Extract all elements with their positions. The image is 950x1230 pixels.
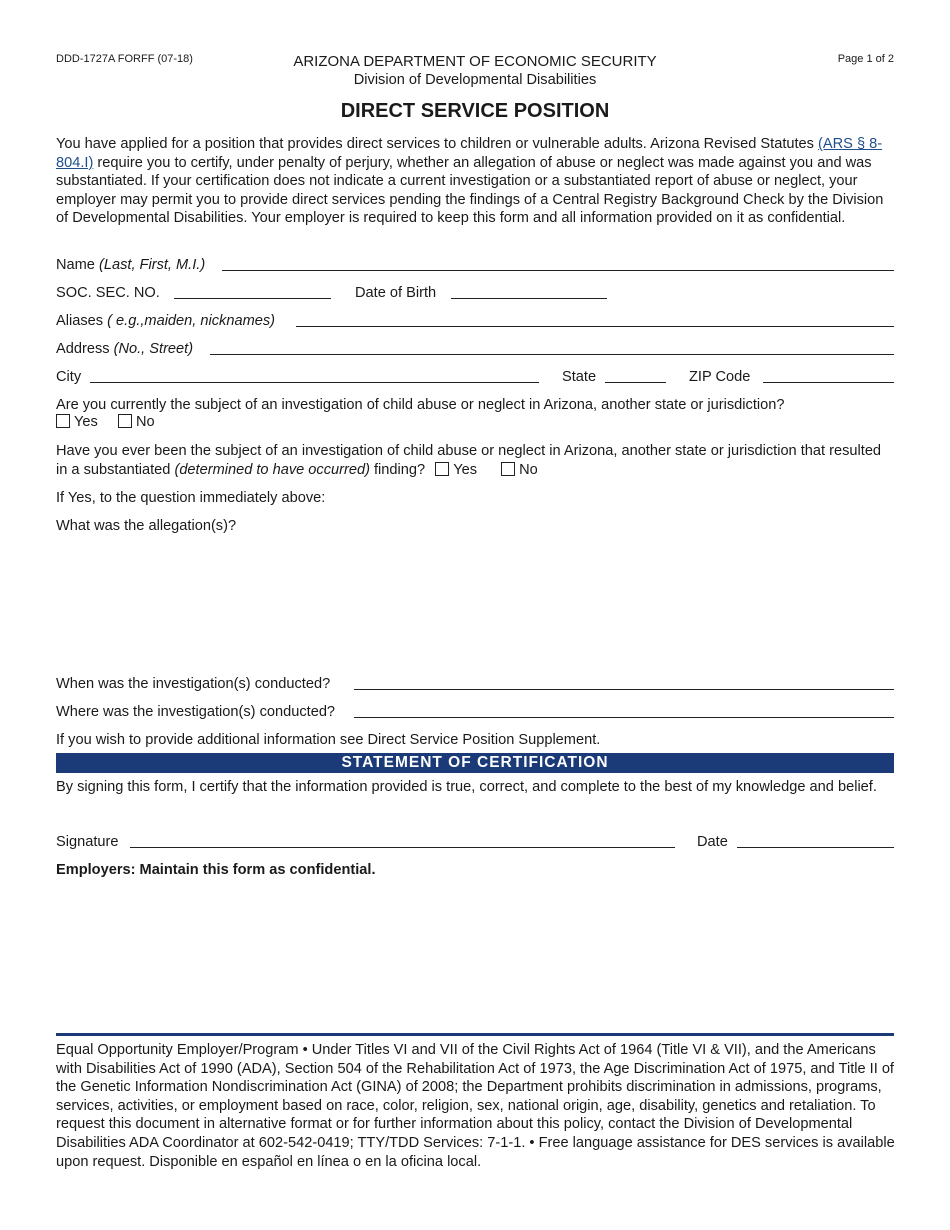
date-label: Date <box>697 834 728 850</box>
state-field[interactable] <box>605 382 666 383</box>
employer-note: Employers: Maintain this form as confidential. <box>56 862 376 878</box>
dob-field[interactable] <box>451 298 607 299</box>
address-field[interactable] <box>210 354 894 355</box>
aliases-field[interactable] <box>296 326 894 327</box>
page-title: DIRECT SERVICE POSITION <box>340 100 610 122</box>
q1-yes-option[interactable]: Yes <box>56 414 98 430</box>
where-field[interactable] <box>354 717 894 718</box>
city-label: City <box>56 369 82 385</box>
q1-no-checkbox[interactable] <box>118 414 132 428</box>
zip-field[interactable] <box>763 382 894 383</box>
where-label: Where was the investigation(s) conducted? <box>56 704 336 720</box>
aliases-label: Aliases ( e.g.,maiden, nicknames) <box>56 313 276 329</box>
question-substantiated-finding: Have you ever been the subject of an investigation of child abuse or neglect in Arizona, another state or jurisdiction that resulted in a substantiated (determined to have occurred) finding? Yes No <box>56 443 882 478</box>
when-label: When was the investigation(s) conducted? <box>56 676 331 692</box>
agency-name: ARIZONA DEPARTMENT OF ECONOMIC SECURITY <box>293 53 657 70</box>
ssn-field[interactable] <box>174 298 331 299</box>
intro-text-2: require you to certify, under penalty of perjury, whether an allegation of abuse or neglect was made against you and was substantiated. If your certification does not indicate a current investigation or a substantiated report of abuse or neglect, your employer may permit you to provide direct services pending the findings of a Central Registry Background Check by the Division of Developmental Disabilities. Your employer is required to keep this form and all information provided on it as confidential. <box>56 154 884 227</box>
q1-yes-checkbox[interactable] <box>56 414 70 428</box>
name-label: Name (Last, First, M.I.) <box>56 257 206 273</box>
ssn-label: SOC. SEC. NO. <box>56 285 160 301</box>
zip-label: ZIP Code <box>689 369 751 385</box>
signature-label: Signature <box>56 834 119 850</box>
footer-divider <box>56 1033 894 1036</box>
q2-no-option[interactable]: No <box>501 462 538 478</box>
allegation-label: What was the allegation(s)? <box>56 518 237 534</box>
signature-field[interactable] <box>130 847 675 848</box>
footer-eeo-statement: Equal Opportunity Employer/Program • Under Titles VI and VII of the Civil Rights Act of 1964 (Title VI & VII), and the Americans with Disabilities Act of 1990 (ADA), Section 504 of the Rehabilitation Act of 1973, the Age Discrimination Act of 1975, and Title II of the Genetic Information Nondiscrimination Act (GINA) of 2008; the Department prohibits discrimination in admissions, programs, services, activities, or employment based on race, color, religion, sex, national origin, age, disability, genetics and retaliation. To request this document in alternative format or for further information about this policy, contact the Division of Developmental Disabilities ADA Coordinator at 602-542-0419; TTY/TDD Services: 7-1-1. • Free language assistance for DES services is available upon request. Disponible en español en línea o en la oficina local. <box>56 1042 895 1170</box>
name-field[interactable] <box>222 270 894 271</box>
certification-text: By signing this form, I certify that the information provided is true, correct, and complete to the best of my knowledge and belief. <box>56 779 877 795</box>
state-label: State <box>562 369 597 385</box>
question-current-investigation: Are you currently the subject of an investigation of child abuse or neglect in Arizona, another state or jurisdiction? <box>56 397 785 413</box>
form-id: DDD-1727A FORFF (07-18) <box>56 53 193 65</box>
address-label: Address (No., Street) <box>56 341 194 357</box>
page-number: Page 1 of 2 <box>837 53 894 65</box>
date-field[interactable] <box>737 847 894 848</box>
city-field[interactable] <box>90 382 539 383</box>
division-name: Division of Developmental Disabilities <box>353 72 597 88</box>
q1-no-option[interactable]: No <box>118 414 155 430</box>
q2-no-checkbox[interactable] <box>501 462 515 476</box>
intro-text-1: You have applied for a position that provides direct services to children or vulnerable adults. Arizona Revised Statutes <box>56 136 819 152</box>
allegation-field[interactable] <box>56 540 894 670</box>
certification-banner: STATEMENT OF CERTIFICATION <box>56 753 894 773</box>
q2-yes-option[interactable]: Yes <box>435 462 477 478</box>
ars-statute-link[interactable]: (ARS § 8-804.I) <box>56 136 883 171</box>
dob-label: Date of Birth <box>355 285 437 301</box>
intro-paragraph <box>56 135 896 228</box>
supplement-note: If you wish to provide additional information see Direct Service Position Supplement. <box>56 732 601 748</box>
q2-yes-checkbox[interactable] <box>435 462 449 476</box>
when-field[interactable] <box>354 689 894 690</box>
if-yes-note: If Yes, to the question immediately above: <box>56 490 326 506</box>
